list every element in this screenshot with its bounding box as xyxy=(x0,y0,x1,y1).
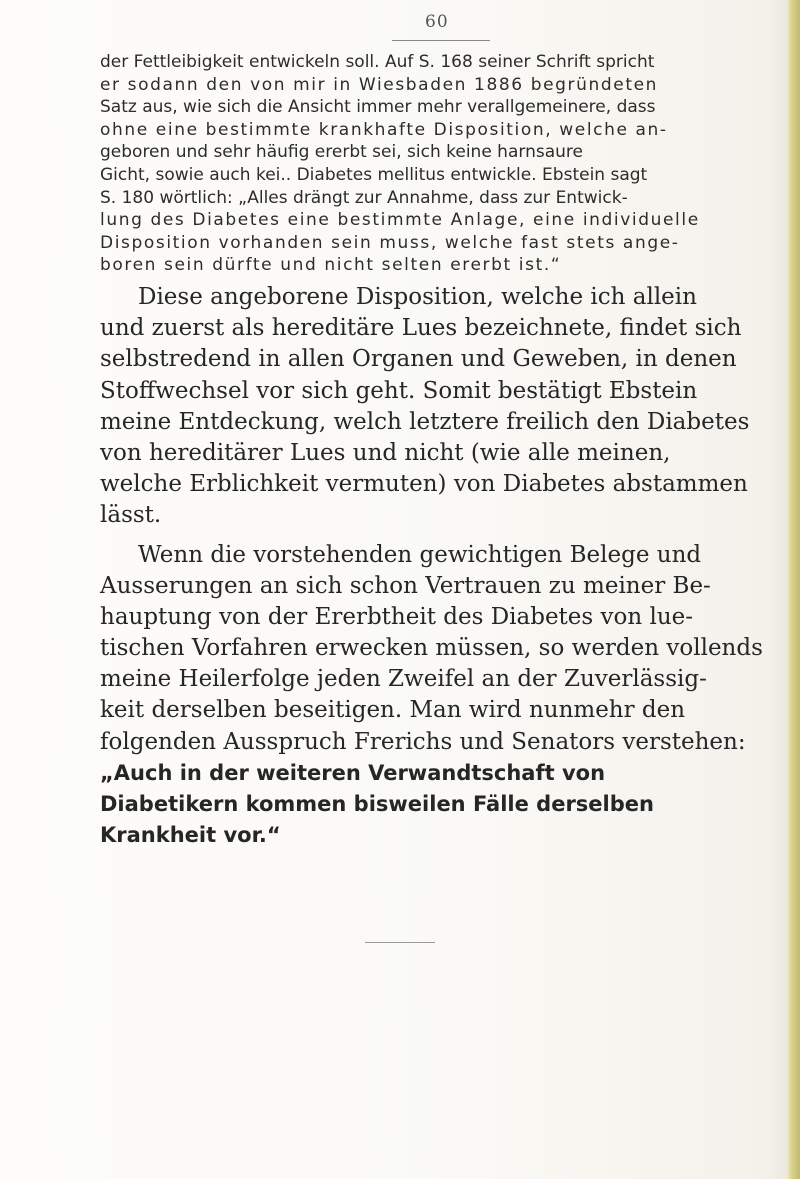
text-line: er sodann den von mir in Wiesbaden 1886 begründeten xyxy=(100,74,659,95)
text-line: Stoffwechsel vor sich geht. Somit bestätigt Ebstein xyxy=(100,377,698,404)
text-line: lässt. xyxy=(100,502,162,529)
text-line: Wenn die vorstehenden gewichtigen Belege und xyxy=(138,541,702,568)
text-line: „Auch in der weiteren Verwandtschaft von xyxy=(100,760,606,785)
text-line: Ausserungen an sich schon Vertrauen zu meiner Be- xyxy=(100,572,711,599)
text-line: Satz aus, wie sich die Ansicht immer mehr verallgemeinere, dass xyxy=(100,97,656,118)
text-line: selbstredend in allen Organen und Geweben, in denen xyxy=(100,346,737,373)
main-text xyxy=(100,282,772,851)
text-line: der Fettleibigkeit entwickeln soll. Auf S. 168 seiner Schrift spricht xyxy=(100,52,655,72)
ebstein-quote-paragraph xyxy=(100,51,772,277)
text-line: S. 180 wörtlich: „Alles drängt zur Annahme, dass zur Entwick- xyxy=(100,187,628,208)
paragraph-disposition xyxy=(100,282,772,532)
text-line: geboren und sehr häufig ererbt sei, sich keine harnsaure xyxy=(100,142,583,163)
text-line: Krankheit vor.“ xyxy=(100,823,281,848)
footer-rule xyxy=(365,942,435,943)
frerichs-quote xyxy=(100,758,772,852)
text-line: ohne eine bestimmte krankhafte Disposition, welche an- xyxy=(100,119,668,140)
text-line: von hereditärer Lues und nicht (wie alle meinen, xyxy=(100,439,671,466)
text-line: Gicht, sowie auch kei.. Diabetes mellitus entwickle. Ebstein sagt xyxy=(100,164,648,185)
page-number: 60 xyxy=(425,12,449,32)
text-line: lung des Diabetes eine bestimmte Anlage, eine individuelle xyxy=(100,210,700,231)
text-line: keit derselben beseitigen. Man wird nunmehr den xyxy=(100,697,686,724)
text-line: Diabetikern kommen bisweilen Fälle derselben xyxy=(100,792,654,816)
text-line: boren sein dürfte und nicht selten ererbt ist.“ xyxy=(100,255,562,276)
paragraph-evidence xyxy=(100,540,772,758)
text-line: meine Heilerfolge jeden Zweifel an der Zuverlässig- xyxy=(100,666,707,693)
text-line: tischen Vorfahren erwecken müssen, so werden vollends xyxy=(100,635,763,662)
paragraph-gap xyxy=(100,532,772,540)
text-line: folgenden Ausspruch Frerichs und Senators verstehen: xyxy=(100,728,746,755)
text-line: und zuerst als hereditäre Lues bezeichnete, findet sich xyxy=(100,315,742,342)
header-rule xyxy=(392,40,490,41)
text-line: meine Entdeckung, welch letztere freilich den Diabetes xyxy=(100,408,750,435)
text-line: hauptung von der Ererbtheit des Diabetes von lue- xyxy=(100,603,694,630)
text-line: Disposition vorhanden sein muss, welche fast stets ange- xyxy=(100,232,680,253)
text-line: welche Erblichkeit vermuten) von Diabetes abstammen xyxy=(100,471,748,498)
page-edge-band xyxy=(786,0,800,1179)
text-line: Diese angeborene Disposition, welche ich allein xyxy=(138,284,697,310)
